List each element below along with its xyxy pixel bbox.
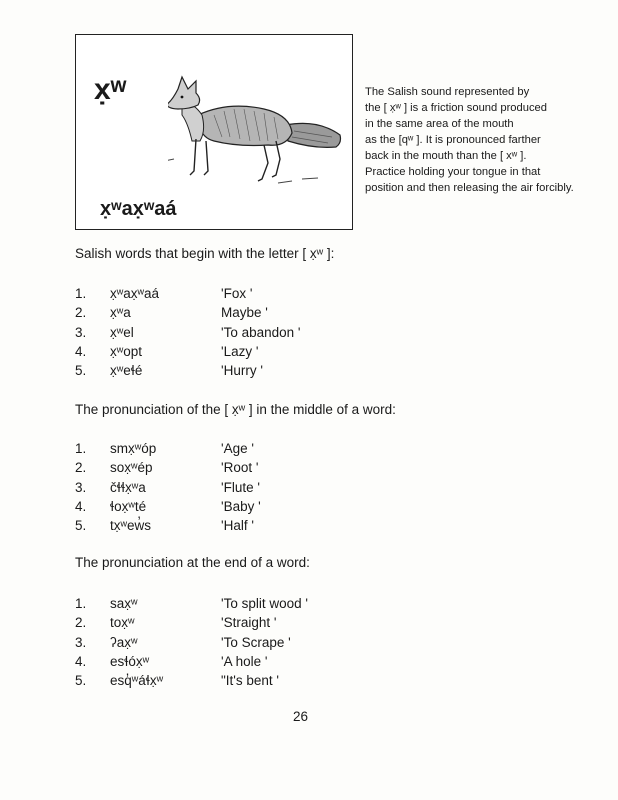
salish-word: x̣ʷopt <box>110 343 143 359</box>
salish-word: tox̣ʷ <box>110 615 135 631</box>
salish-word: tx̣ʷew̓s <box>110 518 152 534</box>
salish-word: x̣ʷax̣ʷaá <box>110 286 160 301</box>
sound-description <box>365 84 610 196</box>
illustration-word: x̣ʷax̣ʷaá <box>100 198 177 220</box>
item-number: 5. <box>75 673 87 689</box>
description-line: the [ x̣ʷ ] is a friction sound produced <box>365 102 547 114</box>
salish-word: esɬóx̣ʷ <box>110 653 150 669</box>
item-number: 3. <box>75 479 87 495</box>
description-line: in the same area of the mouth <box>365 118 514 130</box>
english-gloss: 'Flute ' <box>221 479 260 495</box>
salish-word: sax̣ʷ <box>110 596 138 611</box>
item-number: 4. <box>75 653 87 669</box>
salish-word: sox̣ʷép <box>110 460 153 476</box>
item-number: 1. <box>75 441 87 456</box>
section-heading-middle: The pronunciation of the [ x̣ʷ ] in the middle of a word: <box>75 402 396 417</box>
item-number: 2. <box>75 305 87 321</box>
item-number: 4. <box>75 498 87 514</box>
salish-word: ʔax̣ʷ <box>110 634 138 650</box>
item-number: 4. <box>75 343 87 359</box>
item-number: 3. <box>75 634 87 650</box>
english-gloss: 'Straight ' <box>221 615 277 631</box>
salish-word: smx̣ʷóp <box>110 441 157 456</box>
salish-word: čɬɬx̣ʷa <box>110 479 146 495</box>
english-gloss: 'Age ' <box>221 441 254 456</box>
description-line: as the [qʷ ]. It is pronounced farther <box>365 134 541 146</box>
description-line: back in the mouth than the [ xʷ ]. <box>365 150 527 162</box>
salish-word: x̣ʷa <box>110 305 131 321</box>
item-number: 1. <box>75 596 87 611</box>
description-line: Practice holding your tongue in that <box>365 166 541 178</box>
salish-word: x̣ʷeɬé <box>110 363 143 379</box>
illustration-letter: x̣ʷ <box>94 73 127 106</box>
english-gloss: 'A hole ' <box>221 653 268 669</box>
english-gloss: 'Hurry ' <box>221 363 263 379</box>
section-heading-initial: Salish words that begin with the letter [ x̣ʷ ]: <box>75 246 335 261</box>
item-number: 2. <box>75 615 87 631</box>
item-number: 2. <box>75 460 87 476</box>
salish-word: esq̓ʷáɬx̣ʷ <box>110 673 164 689</box>
page-number: 26 <box>293 709 309 724</box>
english-gloss: 'To abandon ' <box>221 324 301 340</box>
section-heading-final: The pronunciation at the end of a word: <box>75 555 310 570</box>
description-line: position and then releasing the air forcibly. <box>365 182 574 194</box>
item-number: 3. <box>75 324 87 340</box>
item-number: 1. <box>75 286 87 301</box>
english-gloss: "It's bent ' <box>221 673 279 689</box>
item-number: 5. <box>75 363 87 379</box>
fox-drawing <box>168 75 344 185</box>
english-gloss: Maybe ' <box>221 305 268 321</box>
english-gloss: 'To Scrape ' <box>221 634 291 650</box>
english-gloss: 'Fox ' <box>221 286 253 301</box>
english-gloss: 'To split wood ' <box>221 596 308 611</box>
item-number: 5. <box>75 518 87 534</box>
english-gloss: 'Half ' <box>221 518 254 534</box>
english-gloss: 'Root ' <box>221 460 259 476</box>
description-line: The Salish sound represented by <box>365 86 530 98</box>
english-gloss: 'Lazy ' <box>221 343 259 359</box>
fox-illustration-box <box>75 34 353 230</box>
salish-word: ɬox̣ʷté <box>110 498 147 514</box>
salish-word: x̣ʷel <box>110 324 134 340</box>
english-gloss: 'Baby ' <box>221 498 261 514</box>
